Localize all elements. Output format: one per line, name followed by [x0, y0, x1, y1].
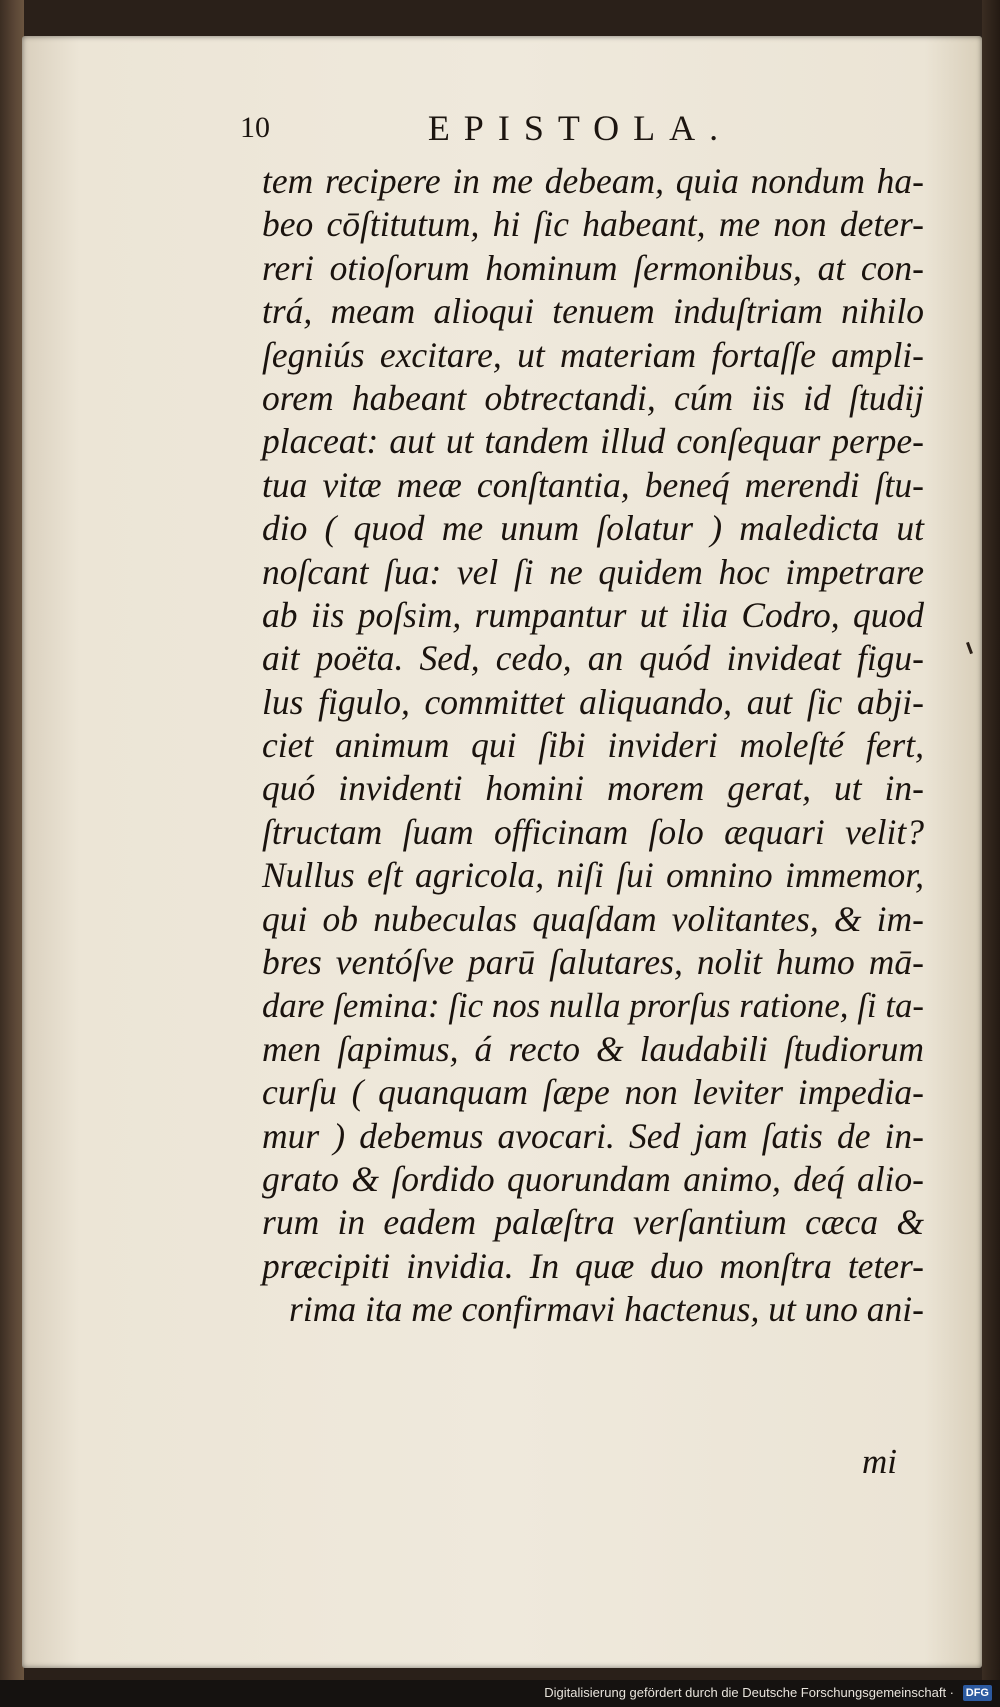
- text-line: tua vitæ meæ conſtantia, beneq́ merendi ſtu-: [262, 464, 924, 505]
- text-line: præcipiti invidia. In quæ duo monſtra teter-: [262, 1245, 924, 1286]
- text-line: qui ob nubeculas quaſdam volitantes, & im-: [262, 898, 924, 939]
- text-line: beo cōſtitutum, hi ſic habeant, me non deter-: [262, 204, 924, 245]
- text-line: quó invidenti homini morem gerat, ut in-: [262, 768, 924, 809]
- text-line: placeat: aut ut tandem illud conſequar perpe-: [262, 421, 924, 462]
- text-line: ſegniús excitare, ut materiam fortaſſe ampli-: [262, 334, 924, 375]
- text-line: rima ita me confirmavi hactenus, ut uno ani-: [289, 1289, 924, 1330]
- page-right-edge: [982, 0, 1000, 1680]
- text-line: rum in eadem palæſtra verſantium cæca &: [262, 1202, 924, 1243]
- text-line: ab iis poſsim, rumpantur ut ilia Codro, quod: [262, 594, 924, 635]
- text-line: grato & ſordido quorundam animo, deq́ alio-: [262, 1158, 924, 1199]
- body-text: [262, 160, 924, 1332]
- text-line: orem habeant obtrectandi, cúm iis id ſtudij: [262, 377, 924, 418]
- text-line: men ſapimus, á recto & laudabili ſtudiorum: [262, 1028, 924, 1069]
- catchword: mi: [862, 1442, 897, 1481]
- text-line: curſu ( quanquam ſæpe non leviter impedia-: [262, 1072, 924, 1113]
- page-header: [240, 108, 920, 148]
- text-line: tem recipere in me debeam, quia nondum ha-: [262, 161, 924, 201]
- text-line: trá, meam alioqui tenuem induſtriam nihilo: [262, 291, 924, 332]
- dfg-logo: DFG: [963, 1685, 992, 1701]
- text-line: Nullus eſt agricola, niſi ſui omnino immemor,: [262, 855, 924, 896]
- text-line: ciet animum qui ſibi invideri moleſté fert,: [262, 725, 924, 766]
- folio-number: 10: [240, 111, 270, 144]
- digitization-footer: [0, 1680, 1000, 1707]
- text-line: bres ventóſve parū ſalutares, nolit humo mā-: [262, 942, 924, 983]
- text-line: dare ſemina: ſic nos nulla prorſus ratione, ſi ta-: [262, 986, 924, 1026]
- running-head: EPISTOLA.: [427, 108, 733, 148]
- text-line: dio ( quod me unum ſolatur ) maledicta ut: [262, 508, 924, 549]
- text-line: reri otioſorum hominum ſermonibus, at con-: [262, 247, 924, 288]
- text-line: noſcant ſua: vel ſi ne quidem hoc impetrare: [262, 551, 924, 592]
- funding-credit: Digitalisierung gefördert durch die Deutsche Forschungsgemeinschaft ·: [544, 1685, 954, 1700]
- text-line: ſtructam ſuam officinam ſolo æquari velit?: [262, 811, 924, 852]
- text-line: mur ) debemus avocari. Sed jam ſatis de in-: [262, 1115, 924, 1156]
- book-spine-edge: [0, 0, 24, 1680]
- text-line: ait poëta. Sed, cedo, an quód invideat figu-: [262, 638, 924, 679]
- text-line: lus figulo, committet aliquando, aut ſic abji-: [262, 681, 924, 722]
